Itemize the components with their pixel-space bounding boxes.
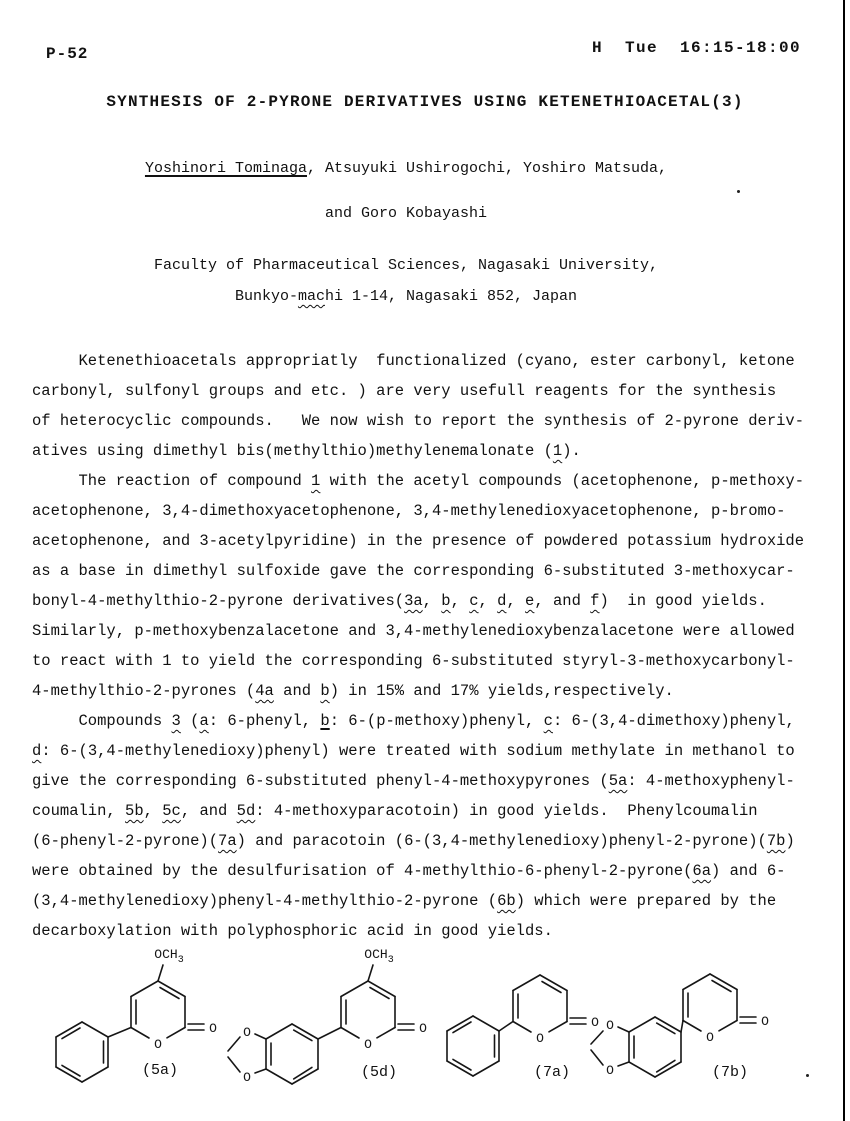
dioxole-oxygen-label: O bbox=[606, 1018, 614, 1033]
scan-artifact-dot bbox=[737, 190, 740, 193]
body-line: acetophenone, and 3-acetylpyridine) in the presence of powdered potassium hydroxide bbox=[32, 532, 805, 550]
compound-ref: a bbox=[199, 712, 209, 730]
compound-ref: c bbox=[543, 712, 553, 730]
compound-ref: 7a bbox=[218, 832, 237, 850]
ring-oxygen-label: O bbox=[154, 1037, 162, 1052]
body-line: to react with 1 to yield the corresponding 6-substituted styryl-3-methoxycarbonyl- bbox=[32, 652, 795, 670]
body-line: as a base in dimethyl sulfoxide gave the corresponding 6-substituted 3-methoxycar- bbox=[32, 562, 795, 580]
compound-ref: 6b bbox=[497, 892, 516, 910]
body-line: of heterocyclic compounds. We now wish to report the synthesis of 2-pyrone deriv- bbox=[32, 412, 805, 430]
structure-label-7a: (7a) bbox=[533, 1064, 570, 1081]
dioxole-oxygen-label: O bbox=[243, 1025, 251, 1040]
body-line: (3,4-methylenedioxy)phenyl-4-methylthio-2-pyrone (6b) which were prepared by the bbox=[32, 892, 777, 910]
ring-oxygen-label: O bbox=[364, 1037, 372, 1052]
page-code: P-52 bbox=[46, 45, 89, 63]
compound-ref: c bbox=[469, 592, 479, 610]
compound-ref: 5b bbox=[125, 802, 144, 820]
body-line: atives using dimethyl bis(methylthio)methylenemalonate (1). bbox=[32, 442, 581, 460]
ring-oxygen-label: O bbox=[706, 1030, 714, 1045]
dioxole-oxygen-label: O bbox=[243, 1070, 251, 1085]
ring-oxygen-label: O bbox=[536, 1031, 544, 1046]
structure-label-7b: (7b) bbox=[711, 1064, 748, 1081]
compound-ref: 3 bbox=[171, 712, 181, 730]
compound-ref: d bbox=[32, 742, 42, 760]
body-line: carbonyl, sulfonyl groups and etc. ) are very usefull reagents for the synthesis bbox=[32, 382, 777, 400]
carbonyl-oxygen-label: O bbox=[761, 1014, 769, 1029]
body-line: bonyl-4-methylthio-2-pyrone derivatives(3a, b, c, d, e, and f) in good yields. bbox=[32, 592, 767, 610]
carbonyl-oxygen-label: O bbox=[591, 1015, 599, 1030]
methoxy-label: $OCH_3$ bbox=[364, 947, 394, 966]
body-line: Compounds 3 (a: 6-phenyl, b: 6-(p-methoxy)phenyl, c: 6-(3,4-dimethoxy)phenyl, bbox=[32, 712, 795, 730]
compound-ref: b bbox=[441, 592, 451, 610]
authors-line-2: and Goro Kobayashi bbox=[324, 205, 488, 222]
authors-line-1: Yoshinori Tominaga, Atsuyuki Ushirogochi, Yoshiro Matsuda, bbox=[144, 160, 668, 177]
compound-ref: mac bbox=[297, 288, 325, 305]
structure-label-5a: (5a) bbox=[141, 1062, 178, 1079]
body-line: coumalin, 5b, 5c, and 5d: 4-methoxyparacotoin) in good yields. Phenylcoumalin bbox=[32, 802, 758, 820]
body-line: decarboxylation with polyphosphoric acid in good yields. bbox=[32, 922, 553, 940]
benzodioxole-ring bbox=[228, 1024, 341, 1085]
compound-ref: 7b bbox=[766, 832, 786, 850]
body-line: Ketenethioacetals appropriatly functionalized (cyano, ester carbonyl, ketone bbox=[32, 352, 795, 370]
session-time: H Tue 16:15-18:00 bbox=[592, 39, 802, 57]
scan-artifact-dot bbox=[806, 1074, 809, 1077]
body-line: give the corresponding 6-substituted phenyl-4-methoxypyrones (5a: 4-methoxyphenyl- bbox=[32, 772, 795, 790]
compound-ref: f bbox=[590, 592, 600, 610]
phenyl-ring bbox=[56, 1022, 131, 1082]
compound-ref: 6a bbox=[692, 862, 712, 880]
scan-edge-line bbox=[843, 0, 845, 1121]
compound-ref: 5a bbox=[608, 772, 628, 790]
compound-ref: b bbox=[320, 682, 330, 700]
abstract-text bbox=[32, 346, 832, 946]
body-line: (6-phenyl-2-pyrone)(7a) and paracotoin (6-(3,4-methylenedioxy)phenyl-2-pyrone)(7b) bbox=[32, 832, 795, 850]
compound-ref: 4a bbox=[255, 682, 274, 700]
body-line: d: 6-(3,4-methylenedioxy)phenyl) were treated with sodium methylate in methanol to bbox=[32, 742, 795, 760]
compound-ref: 3a bbox=[404, 592, 423, 610]
paper-title: SYNTHESIS OF 2-PYRONE DERIVATIVES USING KETENETHIOACETAL(3) bbox=[106, 93, 744, 111]
affiliation-line-1: Faculty of Pharmaceutical Sciences, Nagasaki University, bbox=[153, 257, 659, 274]
structure-label-5d: (5d) bbox=[360, 1064, 397, 1081]
compound-ref: e bbox=[525, 592, 535, 610]
body-line: acetophenone, 3,4-dimethoxyacetophenone, 3,4-methylenedioxyacetophenone, p-bromo- bbox=[32, 502, 786, 520]
affiliation-line-2: Bunkyo-machi 1-14, Nagasaki 852, Japan bbox=[234, 288, 578, 305]
phenyl-ring bbox=[447, 1016, 513, 1076]
compound-ref: 5d bbox=[236, 802, 256, 820]
body-line: Similarly, p-methoxybenzalacetone and 3,4-methylenedioxybenzalacetone were allowed bbox=[32, 622, 795, 640]
compound-ref: 5c bbox=[162, 802, 181, 820]
compound-ref: Yoshinori Tominaga bbox=[144, 160, 307, 177]
body-line: were obtained by the desulfurisation of 4-methylthio-6-phenyl-2-pyrone(6a) and 6- bbox=[32, 862, 786, 880]
compound-ref: d bbox=[497, 592, 507, 610]
dioxole-oxygen-label: O bbox=[606, 1063, 614, 1078]
carbonyl-oxygen-label: O bbox=[419, 1021, 427, 1036]
methoxy-label: $OCH_3$ bbox=[154, 947, 184, 966]
compound-ref: 1 bbox=[311, 472, 321, 490]
compound-ref: b bbox=[320, 712, 330, 730]
benzodioxole-ring bbox=[591, 1017, 683, 1078]
body-line: 4-methylthio-2-pyrones (4a and b) in 15% and 17% yields,respectively. bbox=[32, 682, 674, 700]
pyrone-ring bbox=[341, 947, 427, 1052]
carbonyl-oxygen-label: O bbox=[209, 1021, 217, 1036]
pyrone-ring bbox=[683, 974, 769, 1045]
compound-ref: 1 bbox=[552, 442, 563, 460]
body-line: The reaction of compound 1 with the acetyl compounds (acetophenone, p-methoxy- bbox=[32, 472, 805, 490]
